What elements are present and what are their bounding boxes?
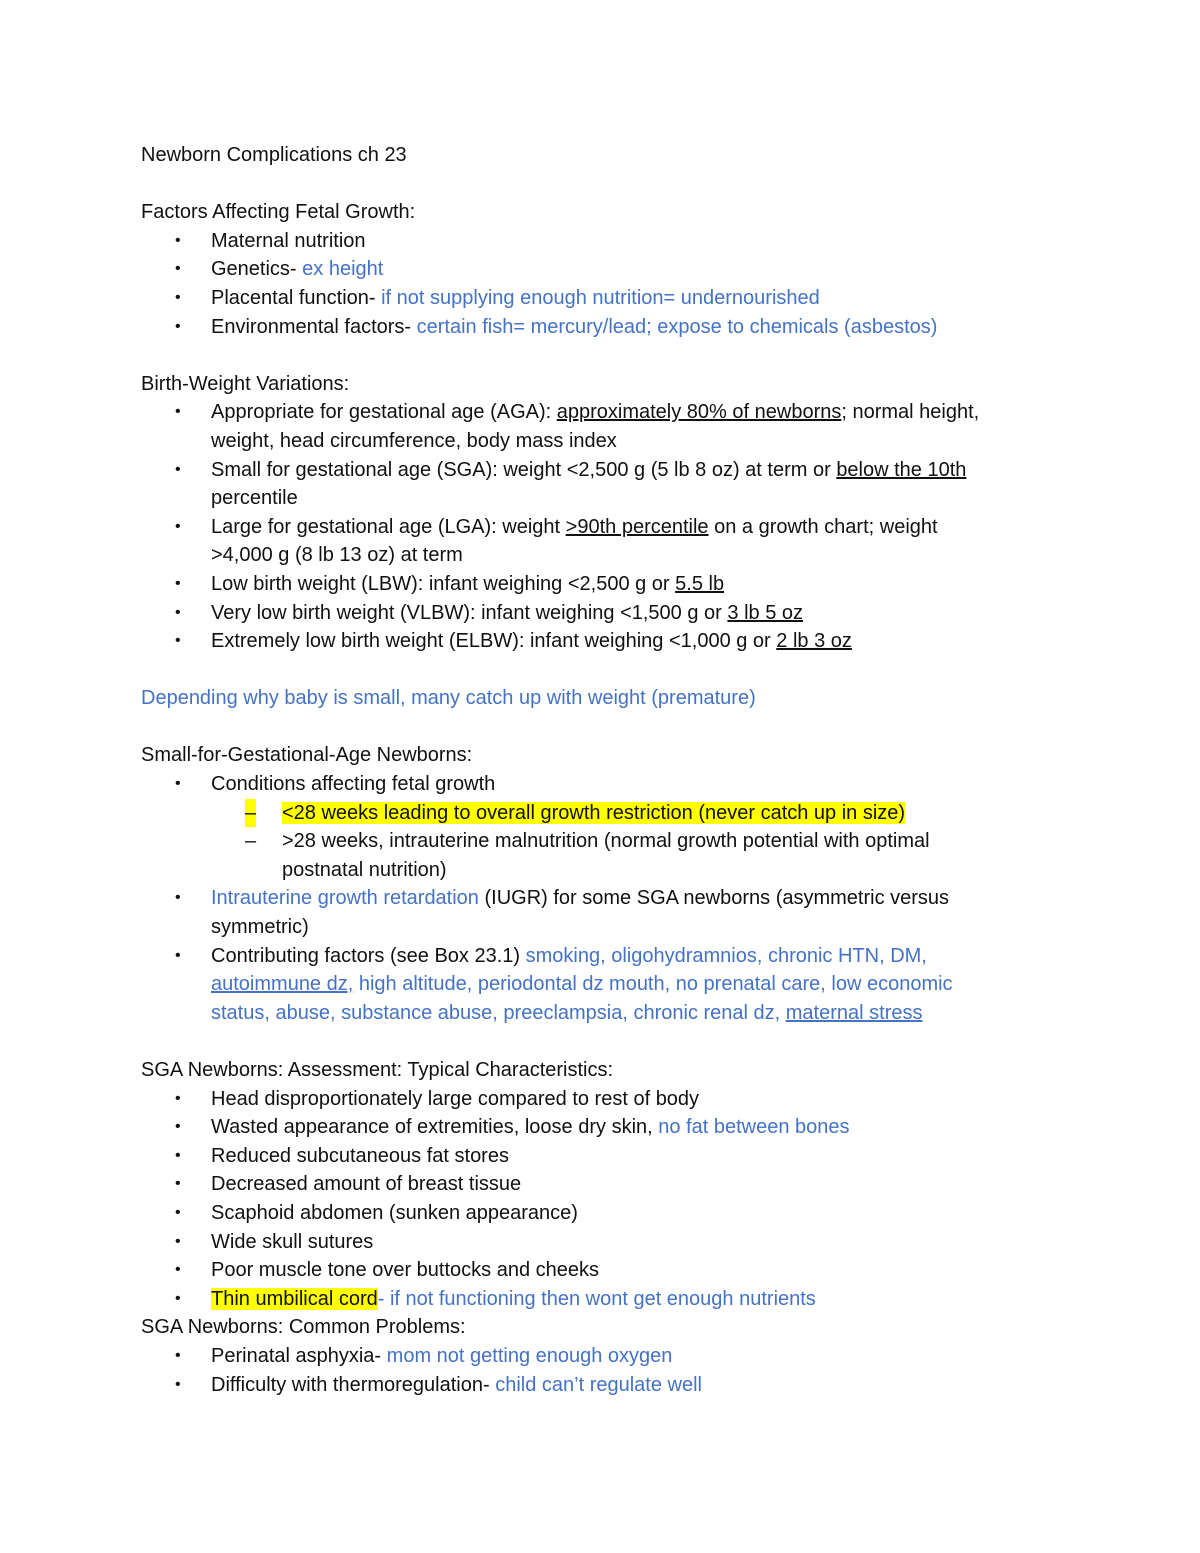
item-text: Wide skull sutures [211, 1230, 374, 1253]
item-text: Small for gestational age (SGA): weight <2,500 g (5 lb 8 oz) at term or [211, 458, 837, 481]
item-note: ex height [296, 258, 384, 281]
item-note: certain fish= mercury/lead; expose to chemicals (asbestos) [411, 315, 938, 338]
underlined-text: below the 10th [836, 458, 967, 481]
spacer [141, 341, 1041, 370]
item-text: Extremely low birth weight (ELBW): infant weighing <1,000 g or [211, 630, 777, 653]
bullet-icon: • [175, 1146, 181, 1164]
bullet-icon: • [175, 517, 181, 535]
bullet-icon: • [175, 1375, 181, 1393]
list-item-lga [141, 513, 1041, 542]
list-item-vlbw [141, 599, 1041, 628]
item-text: Decreased amount of breast tissue [211, 1173, 522, 1196]
item-note: if not supplying enough nutrition= undernourished [375, 286, 820, 309]
sub-list-item [141, 799, 1041, 828]
list-item [141, 284, 1041, 313]
item-text: Large for gestational age (LGA): weight [211, 515, 566, 538]
section-heading-sga-newborns: Small-for-Gestational-Age Newborns: [141, 744, 473, 767]
item-text: Reduced subcutaneous fat stores [211, 1144, 509, 1167]
item-text: Perinatal asphyxia- [211, 1344, 387, 1367]
list-item [141, 1371, 1041, 1400]
list-item [141, 1256, 1041, 1285]
item-continuation [141, 999, 1041, 1028]
item-note: status, abuse, substance abuse, preeclampsia, chronic renal dz, [211, 1001, 786, 1024]
item-continuation: postnatal nutrition) [282, 858, 447, 881]
bullet-icon: • [175, 1289, 181, 1307]
bullet-icon: • [175, 317, 181, 335]
item-note: no fat between bones [658, 1116, 850, 1139]
underlined-text: approximately 80% of newborns [556, 401, 842, 424]
item-continuation [141, 970, 1041, 999]
section-heading-birth-weight: Birth-Weight Variations: [141, 372, 350, 395]
underlined-text: >90th percentile [565, 515, 709, 538]
section-heading-sga-assessment: SGA Newborns: Assessment: Typical Characteristics: [141, 1059, 614, 1081]
item-text: (IUGR) for some SGA newborns (asymmetric versus [478, 887, 950, 910]
bullet-icon: • [175, 889, 181, 907]
item-text: Contributing factors (see Box 23.1) [211, 944, 526, 967]
item-note: high altitude, periodontal dz mouth, no prenatal care, low economic [353, 973, 953, 996]
item-continuation: >4,000 g (8 lb 13 oz) at term [211, 544, 463, 567]
list-item-lbw [141, 570, 1041, 599]
item-text: Genetics- [211, 258, 297, 281]
sub-list-item [141, 827, 1041, 856]
bullet-icon: • [175, 1232, 181, 1250]
list-item-sga [141, 456, 1041, 485]
item-note: mom not getting enough oxygen [386, 1344, 673, 1367]
item-continuation: symmetric) [211, 916, 309, 939]
bullet-icon: • [175, 1089, 181, 1107]
bullet-icon: • [175, 1203, 181, 1221]
highlighted-text: <28 weeks leading to overall growth restriction (never catch up in size) [282, 801, 906, 824]
bullet-icon: • [175, 603, 181, 621]
bullet-icon: • [175, 1175, 181, 1193]
item-text: Head disproportionately large compared to rest of body [211, 1087, 700, 1110]
dash-icon: – [245, 830, 257, 853]
list-item [141, 1142, 1041, 1171]
item-text: Difficulty with thermoregulation- [211, 1373, 496, 1396]
section-heading-factors: Factors Affecting Fetal Growth: [141, 201, 416, 224]
list-item [141, 1170, 1041, 1199]
list-item [141, 1342, 1041, 1371]
highlighted-text: Thin umbilical cord [211, 1287, 378, 1310]
item-continuation: percentile [211, 487, 298, 510]
item-note: Intrauterine growth retardation [211, 887, 479, 910]
underlined-note: autoimmune dz, [211, 973, 354, 996]
list-item [141, 255, 1041, 284]
bullet-icon: • [175, 231, 181, 249]
spacer [141, 656, 1041, 685]
underlined-text: 3 lb 5 oz [727, 601, 803, 624]
list-item [141, 227, 1041, 256]
spacer [141, 170, 1041, 199]
item-text: Environmental factors- [211, 315, 412, 338]
bullet-icon: • [175, 1261, 181, 1279]
bullet-icon: • [175, 260, 181, 278]
document-title: Newborn Complications ch 23 [141, 144, 407, 166]
list-item-aga [141, 398, 1041, 427]
item-text: Maternal nutrition [211, 229, 366, 252]
section-heading-sga-problems: SGA Newborns: Common Problems: [141, 1316, 466, 1339]
spacer [141, 1027, 1041, 1056]
list-item-umbilical-cord [141, 1285, 1041, 1314]
list-item [141, 1199, 1041, 1228]
item-text: Scaphoid abdomen (sunken appearance) [211, 1201, 578, 1224]
item-continuation: weight, head circumference, body mass index [211, 429, 617, 452]
dash-icon: – [245, 799, 256, 828]
list-item-contributing [141, 942, 1041, 971]
list-item-elbw [141, 627, 1041, 656]
underlined-note: maternal stress [785, 1001, 923, 1024]
spacer [141, 713, 1041, 742]
list-item [141, 1228, 1041, 1257]
list-item [141, 313, 1041, 342]
bullet-icon: • [175, 632, 181, 650]
bullet-icon: • [175, 288, 181, 306]
item-text: >28 weeks, intrauterine malnutrition (normal growth potential with optimal [282, 830, 930, 853]
item-note: child can’t regulate well [495, 1373, 702, 1396]
bullet-icon: • [175, 460, 181, 478]
item-text: Poor muscle tone over buttocks and cheeks [211, 1259, 599, 1282]
document-body [141, 141, 1041, 1399]
underlined-text: 5.5 lb [675, 572, 725, 595]
underlined-text: 2 lb 3 oz [776, 630, 852, 653]
item-note: smoking, oligohydramnios, chronic HTN, DM, [525, 944, 927, 967]
list-item [141, 1085, 1041, 1114]
list-item-iugr [141, 884, 1041, 913]
bullet-icon: • [175, 775, 181, 793]
list-item [141, 770, 1041, 799]
bullet-icon: • [175, 946, 181, 964]
item-text: Appropriate for gestational age (AGA): [211, 401, 557, 424]
bullet-icon: • [175, 403, 181, 421]
item-text: on a growth chart; weight [708, 515, 938, 538]
item-text: Conditions affecting fetal growth [211, 773, 496, 796]
bullet-icon: • [175, 574, 181, 592]
item-text: Placental function- [211, 286, 376, 309]
bullet-icon: • [175, 1346, 181, 1364]
item-text: Very low birth weight (VLBW): infant weighing <1,500 g or [211, 601, 728, 624]
catch-up-note: Depending why baby is small, many catch up with weight (premature) [141, 687, 756, 710]
item-text: ; normal height, [841, 401, 980, 424]
item-text: Low birth weight (LBW): infant weighing <2,500 g or [211, 572, 676, 595]
bullet-icon: • [175, 1118, 181, 1136]
item-note: - if not functioning then wont get enough nutrients [377, 1287, 816, 1310]
item-text: Wasted appearance of extremities, loose dry skin, [211, 1116, 659, 1139]
list-item [141, 1113, 1041, 1142]
